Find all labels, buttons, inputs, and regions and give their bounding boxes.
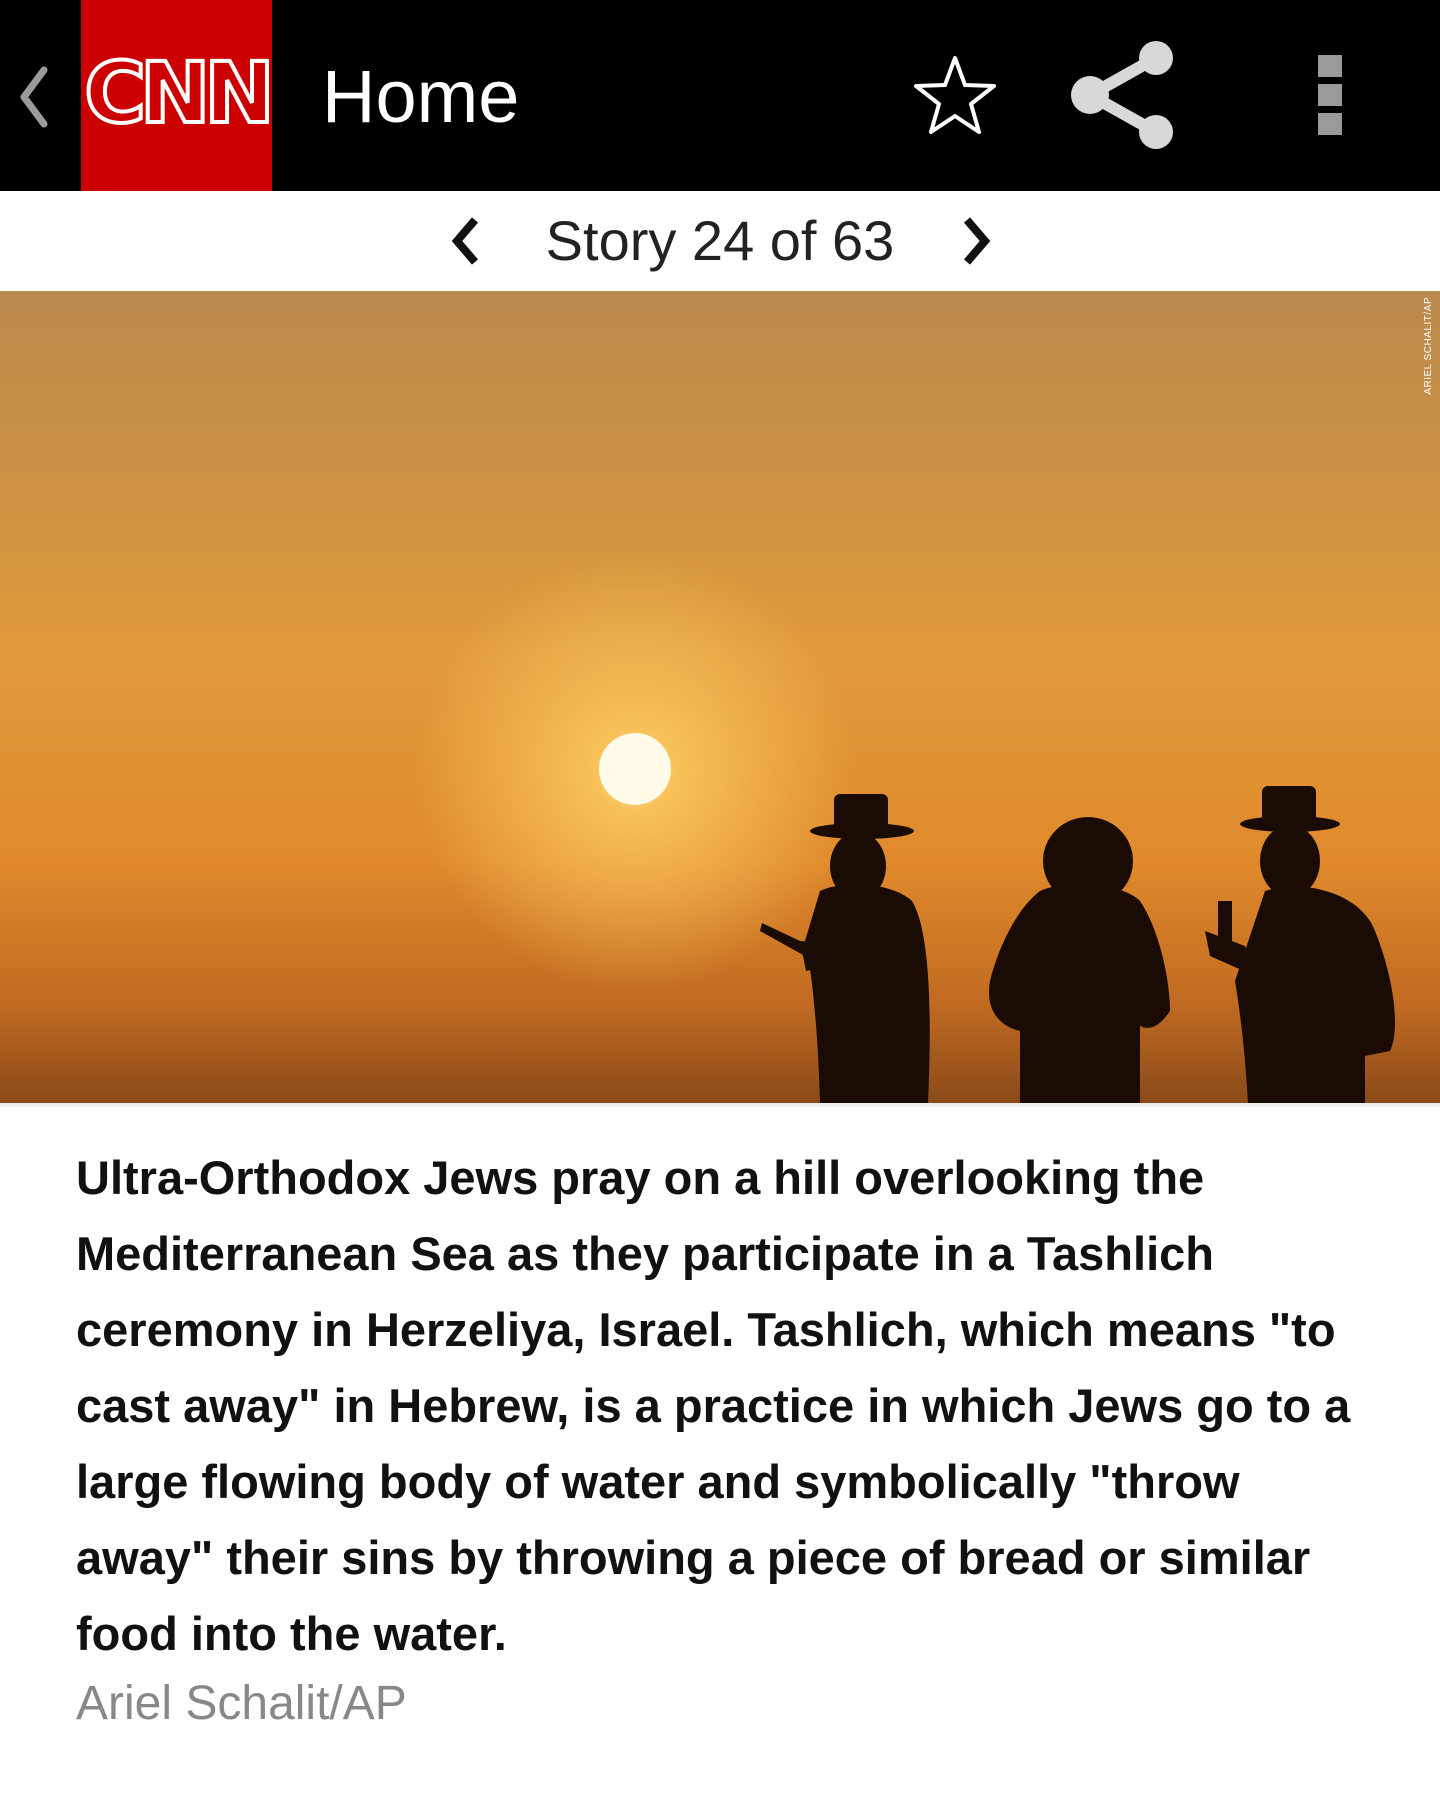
story-navigator bbox=[0, 191, 1440, 291]
overflow-menu-button[interactable] bbox=[1300, 40, 1360, 150]
next-story-button[interactable] bbox=[946, 209, 1006, 273]
up-navigation-icon[interactable] bbox=[14, 62, 54, 132]
chevron-left-icon bbox=[449, 216, 483, 266]
story-counter: Story 24 of 63 bbox=[545, 209, 895, 272]
share-button[interactable] bbox=[1058, 40, 1188, 150]
silhouette-figure-left bbox=[760, 794, 930, 1103]
previous-story-button[interactable] bbox=[436, 209, 496, 273]
cnn-logo[interactable] bbox=[81, 0, 272, 191]
favorite-button[interactable] bbox=[900, 40, 1010, 150]
page-title: Home bbox=[322, 55, 520, 138]
silhouette-figure-right bbox=[1205, 786, 1395, 1103]
star-outline-icon bbox=[912, 54, 998, 136]
photo-credit: Ariel Schalit/AP bbox=[76, 1677, 407, 1730]
sun bbox=[599, 733, 671, 805]
chevron-right-icon bbox=[959, 216, 993, 266]
photo-credit-watermark: ARIEL SCHALIT/AP bbox=[1423, 297, 1434, 395]
story-caption: Ultra-Orthodox Jews pray on a hill overlooking the Mediterranean Sea as they participate in a Tashlich ceremony in Herzeliya, Israel. Tashlich, which means "to cast away" in Hebrew, is a practice in which Jews go to a large flowing body of water and symbolically "throw away" their sins by throwing a piece of bread or similar food into the water. bbox=[76, 1151, 1351, 1660]
share-icon bbox=[1068, 40, 1178, 150]
story-photo[interactable] bbox=[0, 291, 1440, 1103]
overflow-menu-icon bbox=[1315, 53, 1345, 137]
photo-divider bbox=[0, 1103, 1440, 1107]
action-bar bbox=[0, 0, 1440, 191]
cnn-logo-text: CNN bbox=[84, 44, 269, 142]
silhouette-figure-middle bbox=[989, 817, 1170, 1103]
